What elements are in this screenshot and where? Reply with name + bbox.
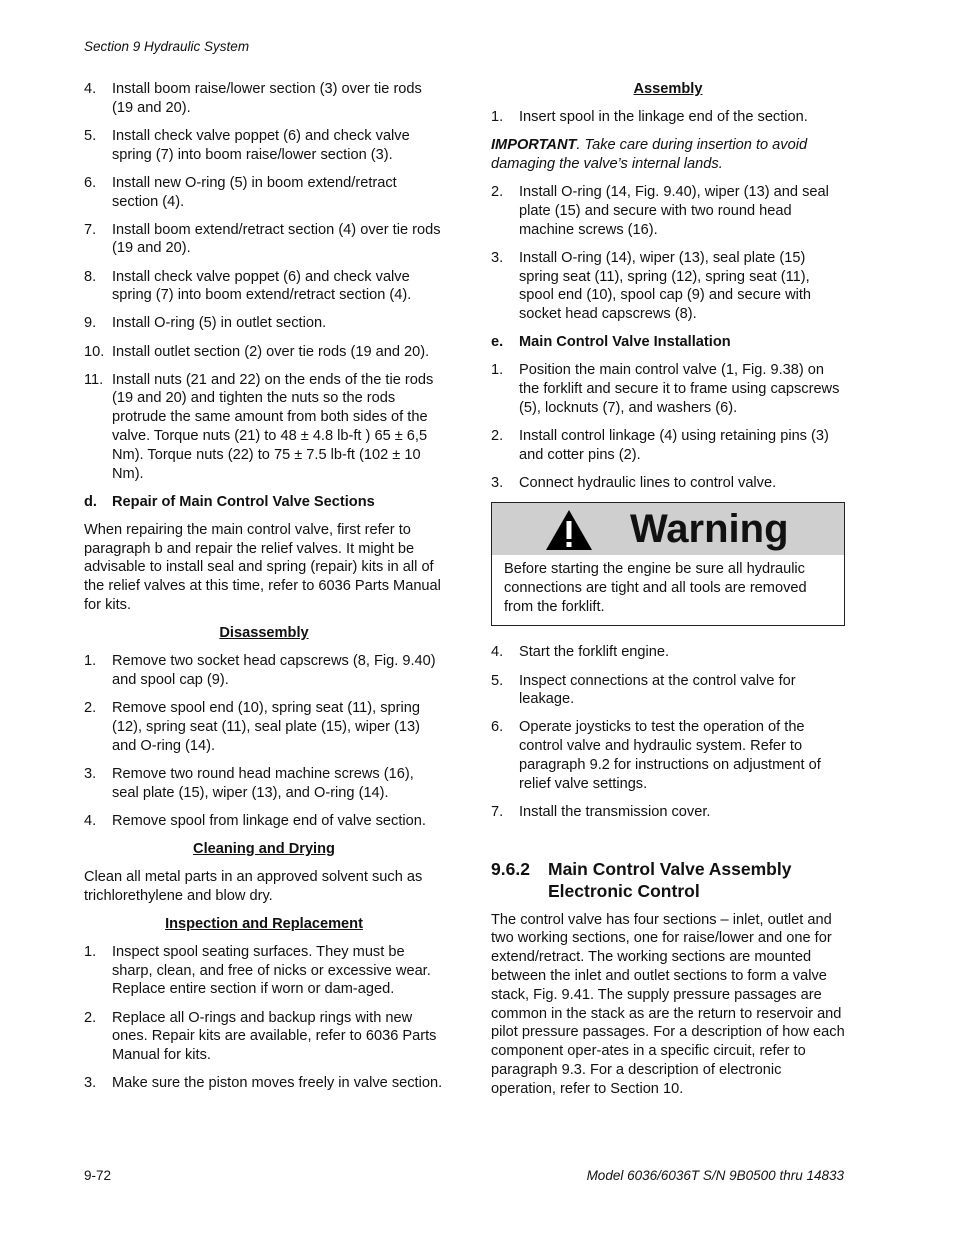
running-header: Section 9 Hydraulic System — [84, 39, 250, 54]
page-number: 9-72 — [84, 1168, 112, 1183]
warning-text: Before starting the engine be sure all hydraulic connections are tight and all tools are removed from the forklift. — [504, 561, 807, 615]
list-item: 8. Install check valve poppet (6) and check valve spring (7) into boom extend/retract section (4). — [84, 268, 412, 304]
list-item: 4. Start the forklift engine. — [491, 644, 670, 661]
section-heading-9-6-2: 9.6.2 Main Control Valve Assembly Electronic Control — [491, 858, 792, 902]
list-item: 3. Connect hydraulic lines to control valve. — [491, 474, 777, 491]
list-item: 4. Remove spool from linkage end of valve section. — [84, 812, 426, 829]
list-item: 6. Operate joysticks to test the operation of the control valve and hydraulic system. Refer to paragraph 9.2 for instructions on adjustment of relief valve settings. — [491, 719, 821, 792]
list-item: 1. Remove two socket head capscrews (8, Fig. 9.40) and spool cap (9). — [84, 653, 436, 688]
warning-title: Warning — [630, 507, 789, 552]
model-footer: Model 6036/6036T S/N 9B0500 thru 14833 — [586, 1168, 844, 1183]
list-item: 3. Make sure the piston moves freely in valve section. — [84, 1075, 443, 1092]
important-note: IMPORTANT. Take care during insertion to avoid damaging the valve’s internal lands. — [491, 137, 808, 172]
list-item: 5. Inspect connections at the control valve for leakage. — [491, 672, 796, 708]
cleaning-heading: Cleaning and Drying — [193, 840, 335, 857]
list-item: 1. Position the main control valve (1, Fig. 9.38) on the forklift and secure it to frame using capscrews (5), locknuts (7), and washers (6). — [491, 362, 840, 416]
disassembly-steps — [84, 652, 444, 830]
section-d-paragraph: When repairing the main control valve, first refer to paragraph b and repair the relief valves. It might be advisable to install seal and spring (repair) kits in all of the relief valves at this time, refer to 6036 Parts Manual for kits. — [84, 521, 441, 613]
list-item: 2. Install control linkage (4) using retaining pins (3) and cotter pins (2). — [491, 428, 829, 463]
section-9-6-2-paragraph: The control valve has four sections – inlet, outlet and two working sections, one for raise/lower and one for extend/retract. The working sections are mounted between the inlet and outlet sections to form a valve stack, Fig. 9.41. The supply pressure passages are common in the stack as are the return to reservoir and pilot pressure passages. For a description of how each component oper-ates in a specific circuit, refer to paragraph 9.3. For a description of electronic operation, refer to Section 10. — [491, 911, 845, 1097]
assembly-heading: Assembly — [633, 81, 703, 97]
list-item: 2. Replace all O-rings and backup rings with new ones. Repair kits are available, refer to 6036 Parts Manual for kits. — [84, 1009, 437, 1064]
list-item: 3. Remove two round head machine screws (16), seal plate (15), wiper (13), and O-ring (14). — [84, 765, 414, 801]
list-item: 1. Inspect spool seating surfaces. They must be sharp, clean, and free of nicks or excessive wear. Replace entire section if worn or dam-aged. — [84, 943, 431, 998]
warning-box — [491, 502, 845, 626]
list-item: 10. Install outlet section (2) over tie rods (19 and 20). — [84, 343, 430, 360]
cleaning-paragraph: Clean all metal parts in an approved solvent such as trichlorethylene and blow dry. — [84, 868, 423, 904]
list-item: 7. Install the transmission cover. — [491, 803, 711, 820]
list-item: 7. Install boom extend/retract section (4) over tie rods (19 and 20). — [84, 221, 441, 257]
section-heading-e: e. Main Control Valve Installation — [491, 334, 731, 351]
inspection-heading: Inspection and Replacement — [165, 915, 363, 932]
list-item: 11. Install nuts (21 and 22) on the ends of the tie rods (19 and 20) and tighten the nuts so the rods protrude the same amount from both sides of the valve. Torque nuts (21) to 48 ± 4.8 lb-ft ) 65 ± 6,5 Nm). Torque nuts (22) to 75 ± 7.5 lb-ft (102 ± 10 Nm). — [84, 371, 434, 482]
list-item: 2. Remove spool end (10), spring seat (11), spring (12), spring seat (11), seal plate (15), wiper (13) and O-ring (14). — [84, 700, 420, 754]
list-item: 4. Install boom raise/lower section (3) over tie rods (19 and 20). — [84, 81, 422, 116]
list-item: 9. Install O-ring (5) in outlet section. — [84, 315, 327, 332]
inspection-steps — [84, 943, 444, 1093]
left-column — [84, 80, 444, 1102]
right-column — [491, 80, 845, 1108]
list-item: 5. Install check valve poppet (6) and check valve spring (7) into boom raise/lower section (3). — [84, 127, 410, 163]
warning-banner — [492, 503, 844, 555]
list-item: 1. Insert spool in the linkage end of the section. — [491, 109, 808, 126]
list-item: 3. Install O-ring (14), wiper (13), seal plate (15) spring seat (11), spring (12), spring seat (11), spool end (10), spool cap (9) and secure with socket head capscrews (8). — [491, 249, 812, 323]
warning-triangle-icon — [544, 508, 594, 552]
list-item: 6. Install new O-ring (5) in boom extend/retract section (4). — [84, 174, 397, 210]
disassembly-heading: Disassembly — [219, 625, 309, 642]
important-label: IMPORTANT — [491, 137, 577, 154]
reassembly-steps — [84, 80, 444, 483]
section-heading-d: d. Repair of Main Control Valve Sections — [84, 493, 375, 510]
list-item: 2. Install O-ring (14, Fig. 9.40), wiper (13) and seal plate (15) and secure with two round head machine screws (16). — [491, 184, 829, 238]
